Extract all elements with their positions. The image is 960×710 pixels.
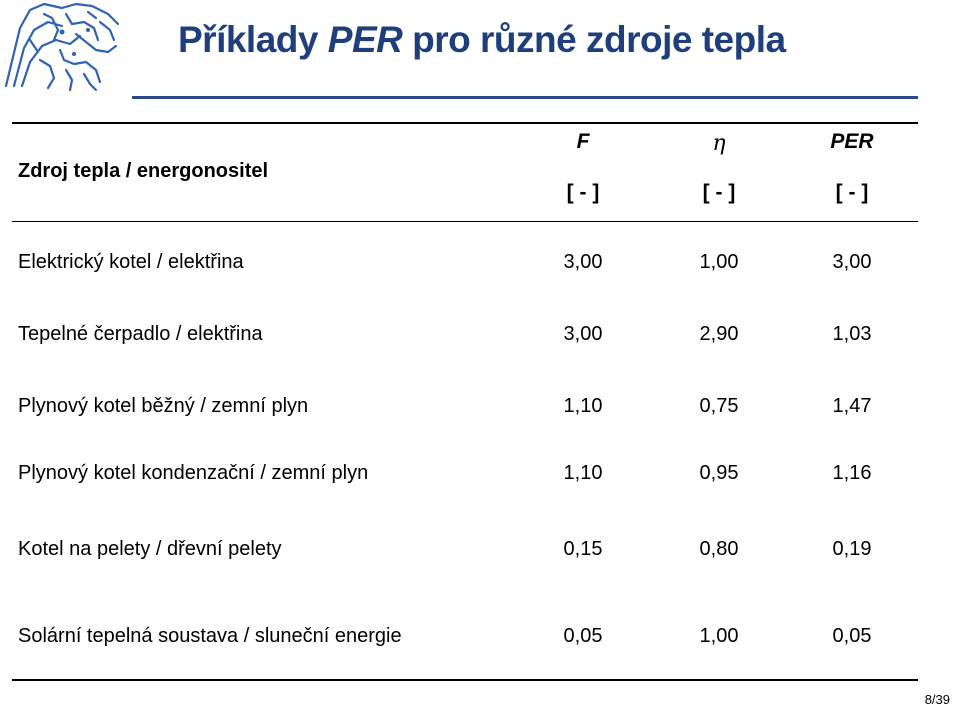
table-cell-eta: 0,95	[699, 462, 739, 484]
table-cell-per: 3,00	[832, 251, 872, 273]
title-per-emphasis: PER	[327, 19, 403, 60]
university-lion-logo-icon	[0, 0, 125, 92]
table-cell-f: 1,10	[563, 462, 603, 484]
table-row-label: Plynový kotel běžný / zemní plyn	[18, 395, 309, 417]
table-cell-eta: 2,90	[699, 323, 739, 345]
table-cell-eta: 1,00	[699, 625, 739, 647]
table-cell-f: 3,00	[563, 251, 603, 273]
table-row-label: Elektrický kotel / elektřina	[18, 251, 244, 273]
page-number: 8/39	[924, 692, 950, 707]
table-top-rule	[12, 122, 918, 124]
column-unit-f: [ - ]	[566, 181, 600, 204]
table-cell-per: 0,19	[832, 538, 872, 560]
table-row-label: Kotel na pelety / dřevní pelety	[18, 538, 282, 560]
title-prefix: Příklady	[178, 19, 328, 60]
table-row-label: Solární tepelná soustava / sluneční energie	[18, 625, 402, 647]
table-cell-eta: 0,80	[699, 538, 739, 560]
table-row-label: Tepelné čerpadlo / elektřina	[18, 323, 263, 345]
table-cell-eta: 1,00	[699, 251, 739, 273]
table-cell-f: 1,10	[563, 395, 603, 417]
column-header-per: PER	[830, 130, 874, 153]
table-cell-f: 0,05	[563, 625, 603, 647]
table-cell-per: 1,16	[832, 462, 872, 484]
table-cell-per: 0,05	[832, 625, 872, 647]
table-cell-f: 3,00	[563, 323, 603, 345]
table-cell-eta: 0,75	[699, 395, 739, 417]
slide-title	[178, 19, 786, 61]
title-divider	[132, 96, 918, 99]
table-header-rule	[12, 221, 918, 222]
column-header-f: F	[576, 130, 590, 153]
table-bottom-rule	[12, 679, 918, 681]
column-header-eta: η	[712, 131, 726, 156]
column-unit-per: [ - ]	[835, 181, 869, 204]
table-cell-per: 1,47	[832, 395, 872, 417]
table-row-label: Plynový kotel kondenzační / zemní plyn	[18, 462, 369, 484]
table-cell-per: 1,03	[832, 323, 872, 345]
table-header-source-label: Zdroj tepla / energonositel	[18, 160, 269, 182]
title-suffix: pro různé zdroje tepla	[402, 19, 786, 60]
table-cell-f: 0,15	[563, 538, 603, 560]
column-unit-eta: [ - ]	[702, 181, 736, 204]
